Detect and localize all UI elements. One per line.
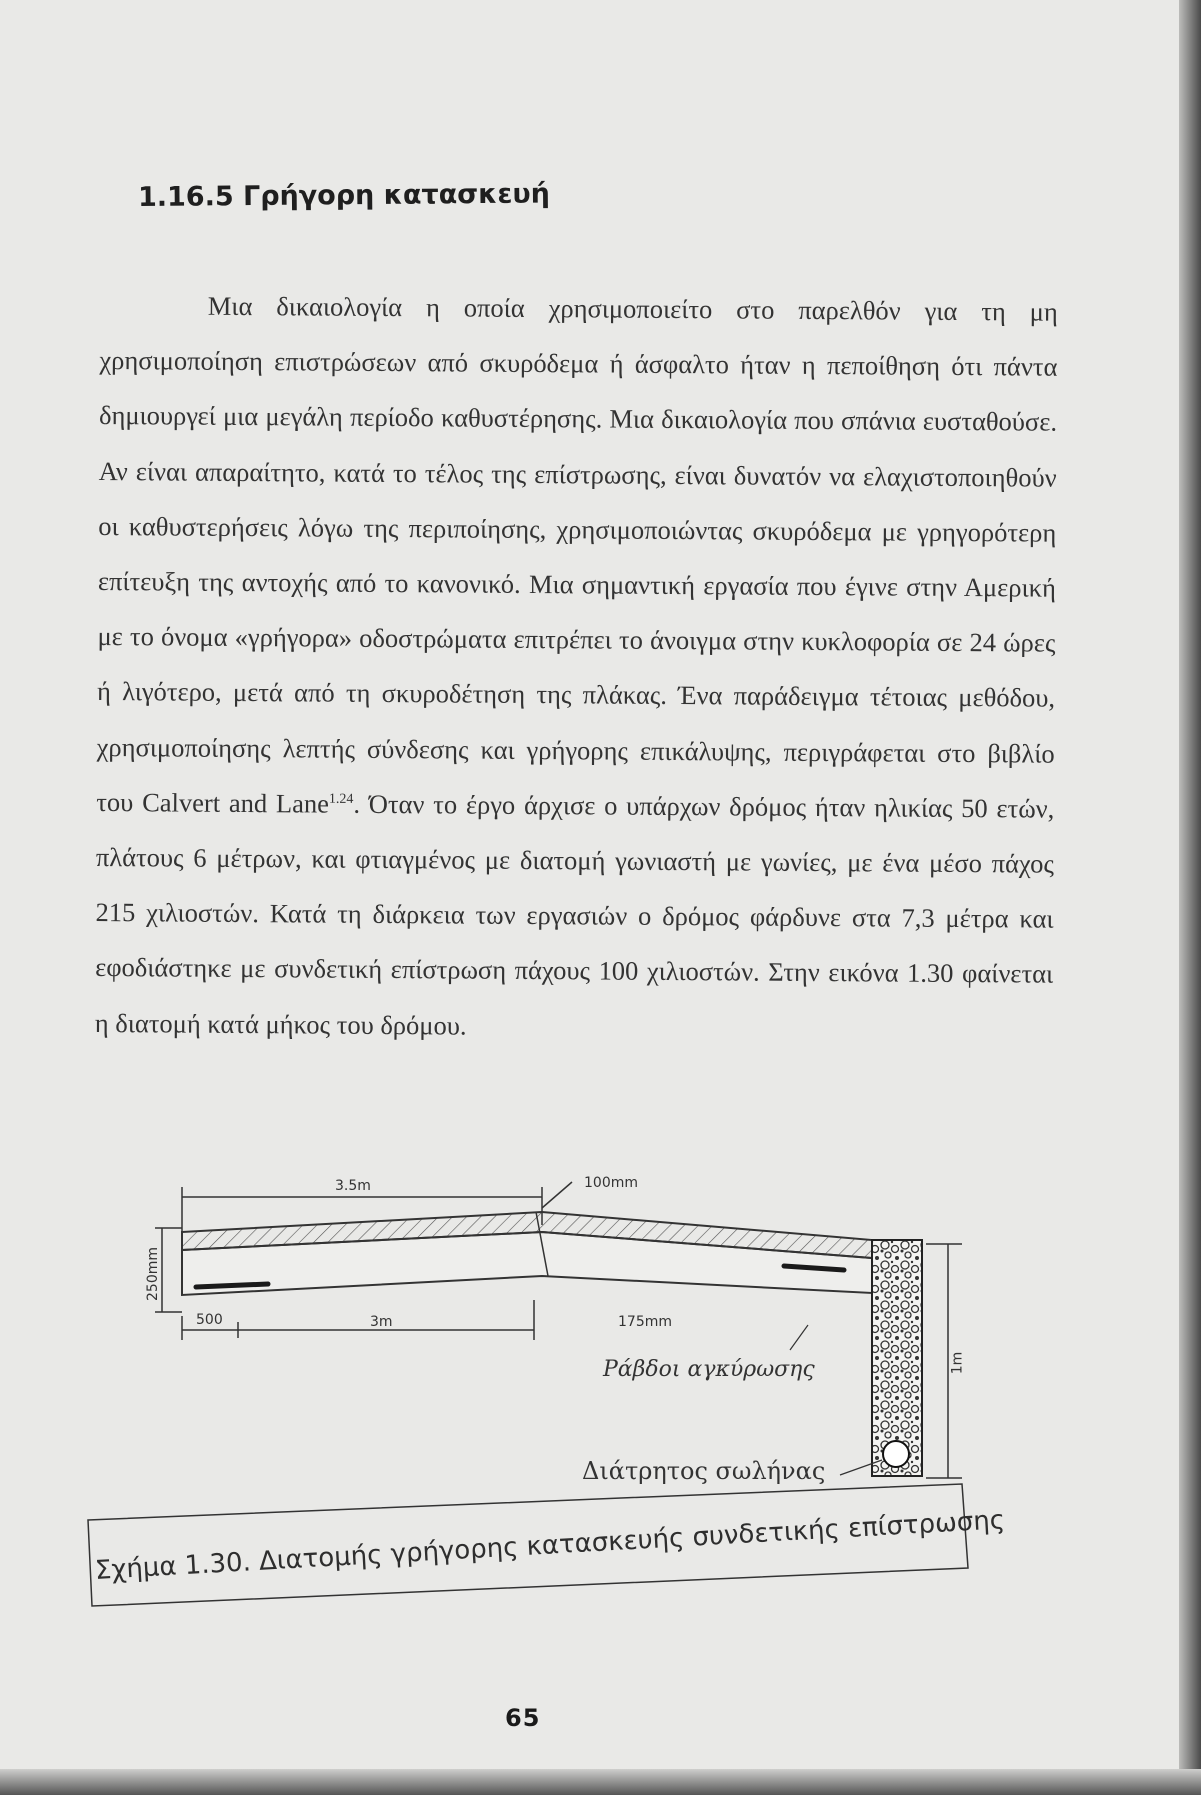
dim-drain-depth-label: 1m (949, 1351, 966, 1375)
reference-superscript: 1.24 (328, 791, 354, 807)
dim-top-width-label: 3.5m (335, 1178, 371, 1194)
dim-bottom-width-label: 3m (370, 1314, 393, 1330)
dim-overlay-label: 100mm (584, 1175, 638, 1191)
anchor-leader (790, 1325, 808, 1350)
section-heading: 1.16.5 Γρήγορη κατασκευή (137, 178, 551, 213)
body-text-part-2: . Όταν το έργο άρχισε ο υπάρχων δρόμος ήταν ηλικίας 50 ετών, πλάτους 6 μέτρων, και φτιαγμένος με διατομή γωνιαστή με γωνίες, με ένα μέσο πάχος 215 χιλιοστών. Κατά τη διάρκεια των εργασιών ο δρόμος φάρδυνε στα 7,3 μέτρα και εφοδιάστηκε με συνδετική επίστρωση πάχους 100 χιλιοστών. Στην εικόνα 1.30 φαίνεται η διατομή κατά μήκος του δρόμου. (94, 788, 1055, 1041)
dim-bar-label: 175mm (618, 1314, 672, 1330)
anchor-bars-label: Ράβδοι αγκύρωσης (603, 1357, 815, 1382)
dim-left-offset-label: 500 (196, 1312, 223, 1328)
dim-depth-label: 250mm (145, 1247, 161, 1301)
figure-caption: Σχήμα 1.30. Διατομής γρήγορης κατασκευής συνδετικής επίστρωσης (94, 1505, 1006, 1586)
drain-pipe (883, 1441, 909, 1467)
dim-bottom-line (182, 1300, 534, 1340)
page-number: 65 (505, 1704, 541, 1732)
body-text-part-1: Μια δικαιολογία η οποία χρησιμοποιείτο στο παρελθόν για τη μη χρησιμοποίηση επιστρώσεων από σκυρόδεμα ή άσφαλτο ήταν η πεποίθηση ότι πάντα δημιουργεί μια μεγάλη περίοδο καθυστέρησης. Μια δικαιολογία που σπάνια ευσταθούσε. Αν είναι απαραίτητο, κατά το τέλος της επίστρωσης, είναι δυνατόν να ελαχιστοποιηθούν οι καθυστερήσεις λόγω της περιποίησης, χρησιμοποιώντας σκυρόδεμα με γρηγορότερη επίτευξη της αντοχής από το κανονικό. Μια σημαντική εργασία που έγινε στην Αμερική με το όνομα «γρήγορα» οδοστρώματα επιτρέπει το άνοιγμα στην κυκλοφορία σε 24 ώρες ή λιγότερο, μετά από τη σκυροδέτηση της πλάκας. Ένα παράδειγμα τέτοιας μεθόδου, χρησιμοποίησης λεπτής σύνδεσης και γρήγορης επικάλυψης, περιγράφεται στο βιβλίο του Calvert and Lane (96, 290, 1058, 819)
perforated-pipe-label: Διάτρητος σωλήνας (582, 1457, 826, 1485)
